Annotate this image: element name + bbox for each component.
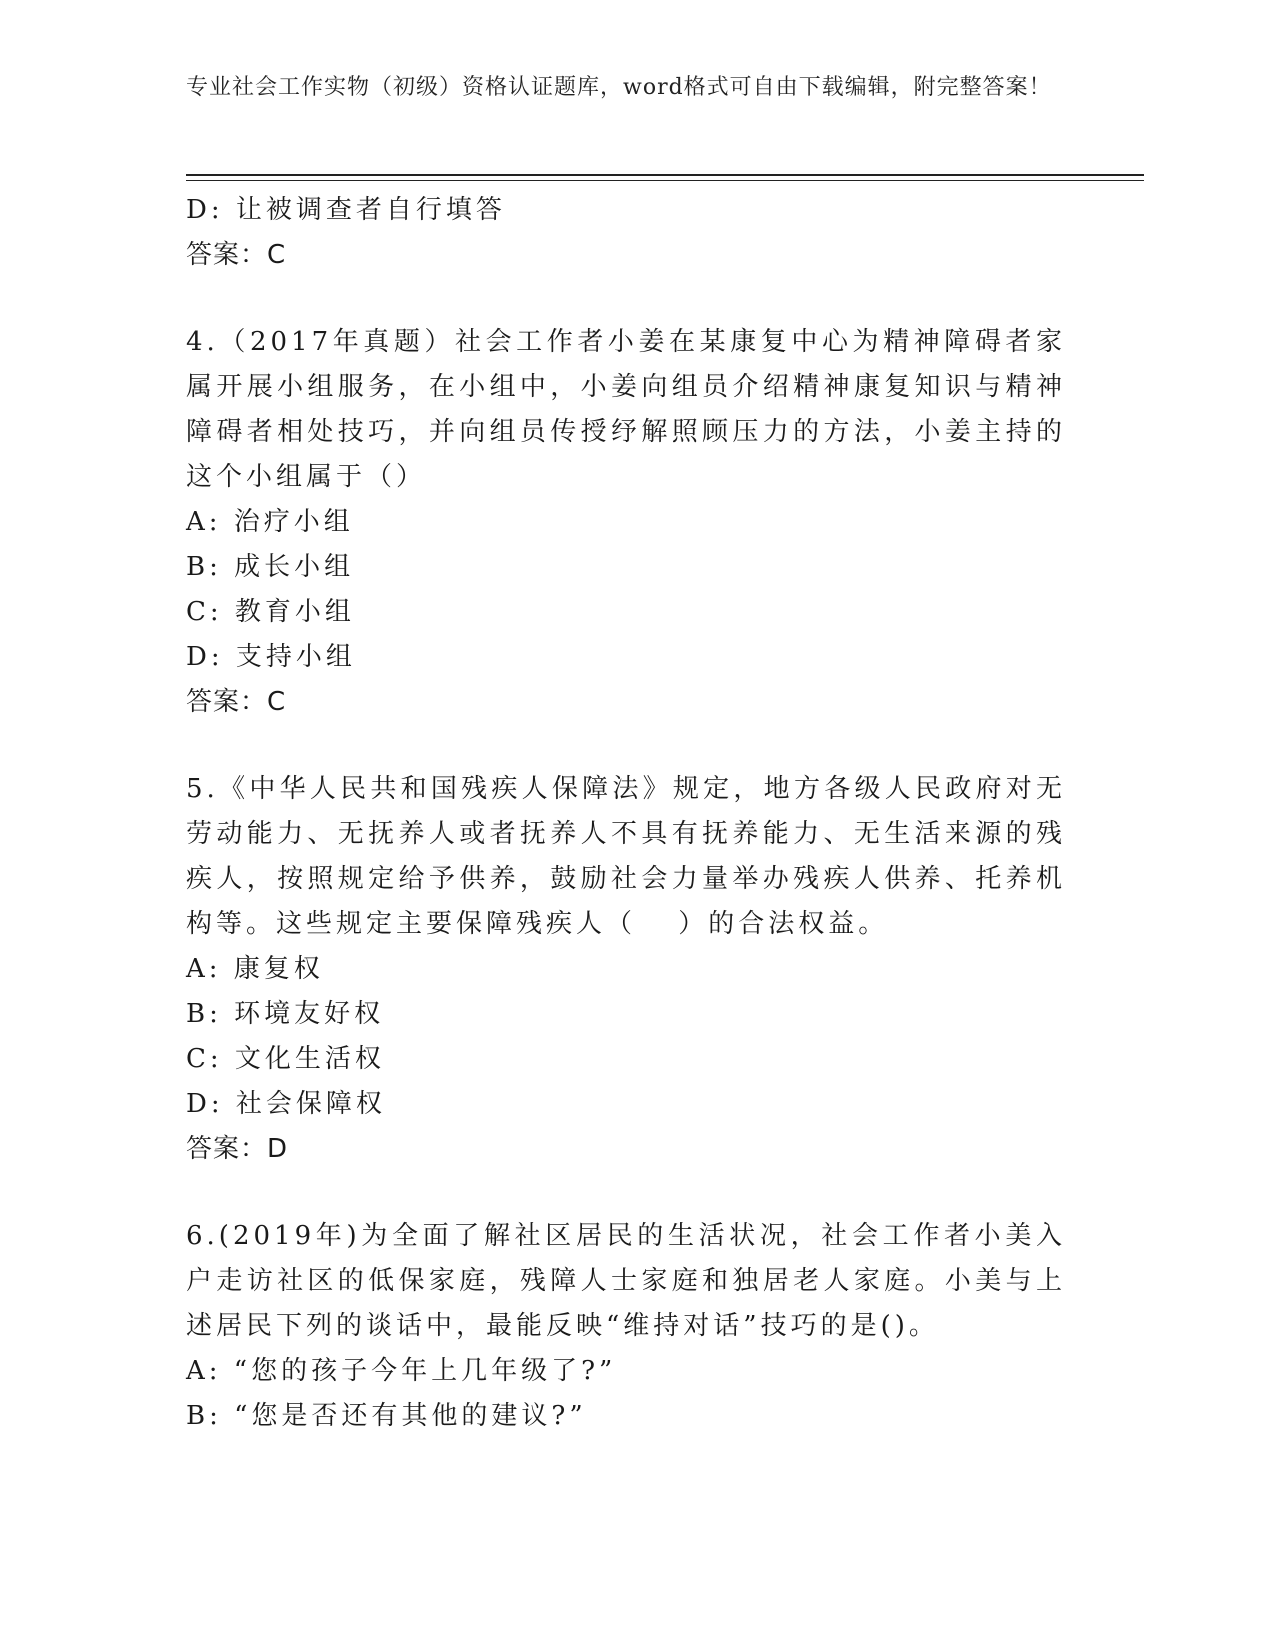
- q6-option-b: B: “您是否还有其他的建议?”: [186, 1401, 587, 1431]
- q5-option-d: D: 社会保障权: [186, 1089, 386, 1119]
- q4-stem: 4.（2017年真题）社会工作者小姜在某康复中心为精神障碍者家属开展小组服务，在小组中，小姜向组员介绍精神康复知识与精神障碍者相处技巧，并向组员传授纾解照顾压力的方法，小姜主持的这个小组属于（）: [186, 327, 1066, 492]
- header-rule-thin: [186, 180, 1144, 181]
- q5-answer: 答案：D: [186, 1134, 289, 1164]
- question-gap: [186, 278, 1066, 320]
- header-note: 专业社会工作实物（初级）资格认证题库，word格式可自由下载编辑，附完整答案！: [186, 75, 1052, 100]
- q4-answer: 答案：C: [186, 687, 287, 717]
- q4-option-a: A: 治疗小组: [186, 507, 354, 537]
- q3-answer: 答案：C: [186, 240, 287, 270]
- q4-option-c: C: 教育小组: [186, 597, 355, 627]
- q6-stem: 6.(2019年)为全面了解社区居民的生活状况，社会工作者小美入户走访社区的低保家庭，残障人士家庭和独居老人家庭。小美与上述居民下列的谈话中，最能反映“维持对话”技巧的是()。: [186, 1221, 1066, 1341]
- question-content: [186, 188, 1066, 1439]
- q4-option-d: D: 支持小组: [186, 642, 356, 672]
- q5-option-a: A: 康复权: [186, 954, 324, 984]
- q5-option-b: B: 环境友好权: [186, 999, 385, 1029]
- q4-option-b: B: 成长小组: [186, 552, 355, 582]
- q3-option-d: D: 让被调查者自行填答: [186, 195, 506, 225]
- header-rule-thick: [186, 174, 1144, 176]
- question-gap: [186, 725, 1066, 767]
- q5-option-c: C: 文化生活权: [186, 1044, 385, 1074]
- question-gap: [186, 1172, 1066, 1214]
- q5-stem: 5.《中华人民共和国残疾人保障法》规定，地方各级人民政府对无劳动能力、无抚养人或者抚养人不具有抚养能力、无生活来源的残疾人，按照规定给予供养，鼓励社会力量举办残疾人供养、托养机构等。这些规定主要保障残疾人（ ）的合法权益。: [186, 774, 1066, 939]
- q6-option-a: A: “您的孩子今年上几年级了?”: [186, 1356, 617, 1386]
